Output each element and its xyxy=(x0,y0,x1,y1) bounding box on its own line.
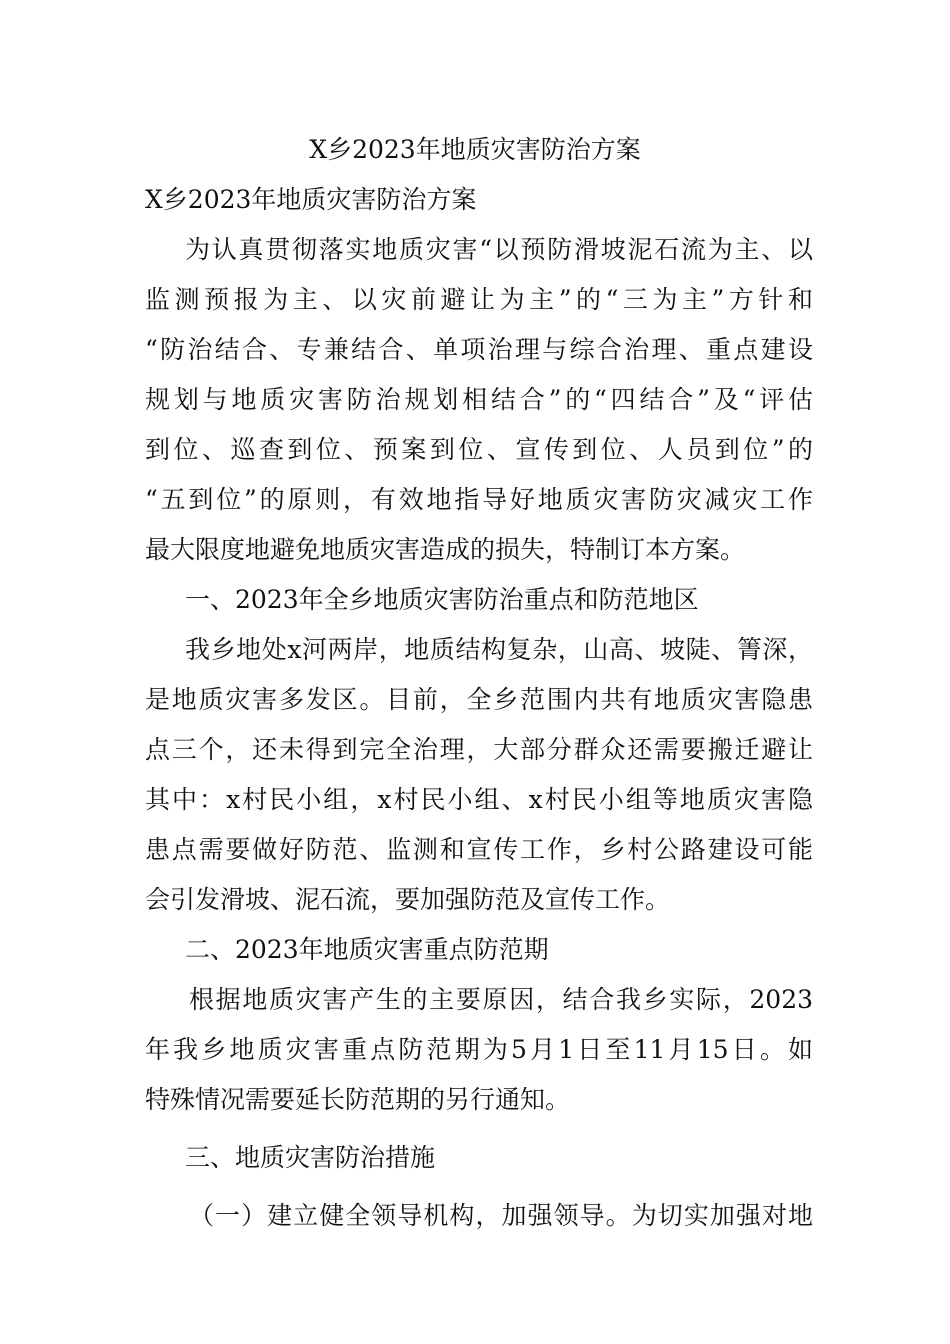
paragraph-line: 我乡地处x河两岸，地质结构复杂，山高、坡陡、箐深， xyxy=(185,635,813,664)
paragraph-line: 年我乡地质灾害重点防范期为5月1日至11月15日。如 xyxy=(145,1035,813,1064)
paragraph-line: 到位、巡查到位、预案到位、宣传到位、人员到位”的 xyxy=(145,435,813,464)
section-heading: 一、2023年全乡地质灾害防治重点和防范地区 xyxy=(185,585,699,614)
paragraph-line: 其中：x村民小组，x村民小组、x村民小组等地质灾害隐 xyxy=(145,785,813,814)
spacer xyxy=(145,1190,813,1198)
paragraph-line: 为认真贯彻落实地质灾害“以预防滑坡泥石流为主、以 xyxy=(185,235,813,264)
section-heading: 二、2023年地质灾害重点防范期 xyxy=(185,935,549,964)
paragraph-line: 根据地质灾害产生的主要原因，结合我乡实际，2023 xyxy=(189,985,813,1014)
paragraph-line: 监测预报为主、以灾前避让为主”的“三为主”方针和 xyxy=(145,285,813,314)
section-heading: 三、地质灾害防治措施 xyxy=(185,1143,436,1172)
paragraph-line: 最大限度地避免地质灾害造成的损失，特制订本方案。 xyxy=(145,535,746,564)
paragraph-line: 是地质灾害多发区。目前，全乡范围内共有地质灾害隐患 xyxy=(145,685,813,714)
paragraph-line: 患点需要做好防范、监测和宣传工作，乡村公路建设可能 xyxy=(145,835,813,864)
paragraph-line: “防治结合、专兼结合、单项治理与综合治理、重点建设 xyxy=(145,335,813,364)
paragraph-line: 点三个，还未得到完全治理，大部分群众还需要搬迁避让 xyxy=(145,735,813,764)
paragraph-line: 规划与地质灾害防治规划相结合”的“四结合”及“评估 xyxy=(145,385,813,414)
paragraph-line: 会引发滑坡、泥石流，要加强防范及宣传工作。 xyxy=(145,885,671,914)
document-subtitle: X乡2023年地质灾害防治方案 xyxy=(145,185,477,214)
spacer xyxy=(145,1132,813,1140)
document-title: X乡2023年地质灾害防治方案 xyxy=(309,135,641,164)
paragraph-line: （一）建立健全领导机构，加强领导。为切实加强对地 xyxy=(189,1201,813,1230)
paragraph-line: 特殊情况需要延长防范期的另行通知。 xyxy=(145,1085,571,1114)
paragraph-line: “五到位”的原则，有效地指导好地质灾害防灾减灾工作 xyxy=(145,485,813,514)
document-body xyxy=(145,232,813,1248)
